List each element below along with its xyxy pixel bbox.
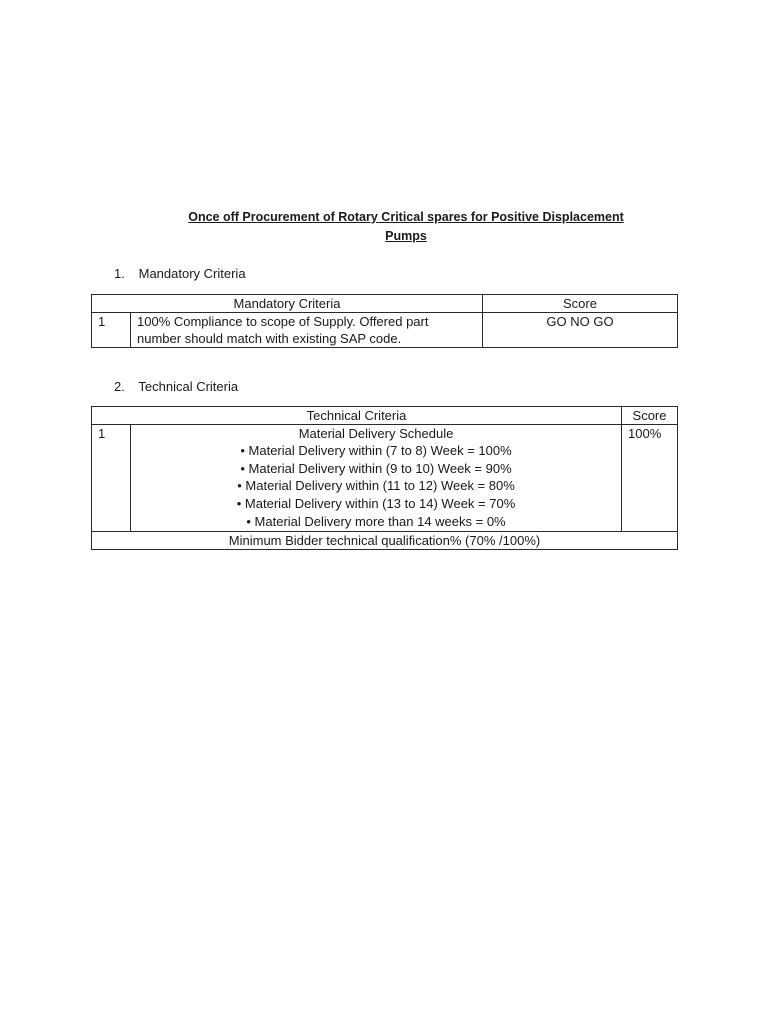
criteria-cell: 100% Compliance to scope of Supply. Offered part number should match with existing SAP code. bbox=[131, 313, 483, 348]
column-header-score: Score bbox=[483, 295, 678, 313]
column-header-criteria: Technical Criteria bbox=[92, 407, 622, 425]
section-heading-text: Technical Criteria bbox=[138, 379, 239, 394]
document-title bbox=[150, 208, 662, 246]
title-line-1: Once off Procurement of Rotary Critical spares for Positive Displacement bbox=[188, 210, 624, 224]
score-cell: GO NO GO bbox=[483, 313, 678, 348]
row-index: 1 bbox=[92, 425, 131, 532]
list-item: • Material Delivery within (11 to 12) Week = 80% bbox=[237, 478, 515, 494]
section-heading-mandatory bbox=[114, 266, 246, 282]
score-cell: 100% bbox=[622, 425, 678, 532]
title-line-2: Pumps bbox=[385, 229, 427, 243]
section-heading-technical bbox=[114, 379, 238, 395]
table-footer-row bbox=[92, 531, 678, 549]
delivery-schedule-list bbox=[137, 442, 615, 531]
mandatory-criteria-table bbox=[91, 294, 678, 348]
table-row bbox=[92, 313, 678, 348]
list-item: • Material Delivery within (9 to 10) Week = 90% bbox=[240, 460, 512, 476]
criteria-title: Material Delivery Schedule bbox=[298, 426, 454, 441]
table-header-row bbox=[92, 407, 678, 425]
column-header-score: Score bbox=[622, 407, 678, 425]
section-number: 2. bbox=[114, 379, 125, 394]
table-header-row bbox=[92, 295, 678, 313]
minimum-qualification-note: Minimum Bidder technical qualification% (70% /100%) bbox=[92, 531, 678, 549]
list-item: • Material Delivery within (13 to 14) Week = 70% bbox=[236, 496, 516, 512]
table-row bbox=[92, 425, 678, 532]
list-item: • Material Delivery within (7 to 8) Week = 100% bbox=[240, 443, 512, 458]
technical-criteria-table bbox=[91, 406, 678, 550]
list-item: • Material Delivery more than 14 weeks = 0% bbox=[246, 513, 506, 529]
section-number: 1. bbox=[114, 266, 125, 281]
row-index: 1 bbox=[92, 313, 131, 348]
column-header-criteria: Mandatory Criteria bbox=[92, 295, 483, 313]
criteria-cell bbox=[131, 425, 622, 532]
section-heading-text: Mandatory Criteria bbox=[138, 266, 246, 281]
